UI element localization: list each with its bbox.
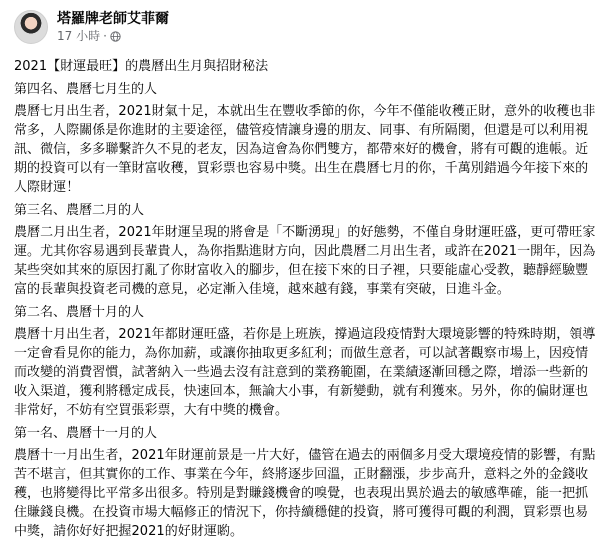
section-heading: 第一名、農曆十一月的人: [14, 426, 158, 441]
separator-dot: ·: [103, 29, 107, 43]
section-text: 農曆二月出生者，2021年財運呈現的將會是「不斷湧現」的好態勢，不僅自身財運旺盛，更可帶旺家運。尤其你容易遇到長輩貴人，為你指點進財方向，因此農曆二月出生者，或許在2021一開年，因為某些突如其來的原因打亂了你財富收入的腳步，但在接下來的日子裡，只要能虛心受教，聽靜經驗豐富的長輩與投資老司機的意見，必定漸入佳境，越來越有錢，事業有突破，日進斗金。: [14, 225, 596, 297]
avatar[interactable]: [14, 10, 48, 44]
section-text: 農曆七月出生者，2021財氣十足，本就出生在豐收季節的你，今年不僅能收穫正財，意外的收穫也非常多，人際關係是你進財的主要途徑，儘管疫情讓身邊的朋友、同事、有所隔閡，但還是可以利用視訊、微信，多多聯繫許久不見的老友，因為這會為你們雙方，都帶來好的機會，將有可觀的進帳。近期的投資可以有一筆財富收穫，買彩票也容易中獎。出生在農曆七月的你，千萬別錯過今年接下來的人際財運！: [14, 104, 596, 195]
post-subline: [57, 28, 169, 44]
post-meta: [57, 10, 169, 44]
post-title: 2021【財運最旺】的農曆出生月與招財秘法: [14, 59, 269, 74]
section-text: 農曆十一月出生者，2021年財運前景是一片大好，儘管在過去的兩個多月受大環境疫情的影響，有點苦不堪言，但其實你的工作、事業在今年，終將逐步回溫，正財翻漲，步步高升，意料之外的金錢收穫，也將變得比平常多出很多。特別是對賺錢機會的嗅覺，也表現出異於過去的敏感準確，能一把抓住賺錢良機。在投資市場大幅修正的情況下，你持續穩健的投資，將可獲得可觀的利潤，買彩票也易中獎，請你好好把握2021的好財運喲。: [14, 448, 596, 539]
post-header: [14, 8, 597, 46]
author-name[interactable]: 塔羅牌老師艾菲爾: [57, 11, 169, 27]
post-body: [14, 57, 597, 541]
section-heading: 第三名、農曆二月的人: [14, 203, 145, 218]
globe-icon[interactable]: [110, 31, 121, 42]
post-timestamp[interactable]: 17 小時: [57, 29, 101, 43]
section-heading: 第二名、農曆十月的人: [14, 305, 145, 320]
section-heading: 第四名、農曆七月生的人: [14, 82, 158, 97]
section-text: 農曆十月出生者，2021年都財運旺盛，若你是上班族，撐過這段疫情對大環境影響的特殊時期，領導一定會看見你的能力，為你加薪，或讓你抽取更多紅利；而做生意者，可以試著觀察市場上，因疫情而改變的消費習慣，試著納入一些過去沒有註意到的業務範圍，在業績逐漸回穩之際，增添一些新的收入渠道，獲利將穩定成長，快速回本，無論大小事，有新變動，就有利獲來。另外，你的偏財運也非常好，不妨有空買張彩票，大有中獎的機會。: [14, 327, 596, 418]
